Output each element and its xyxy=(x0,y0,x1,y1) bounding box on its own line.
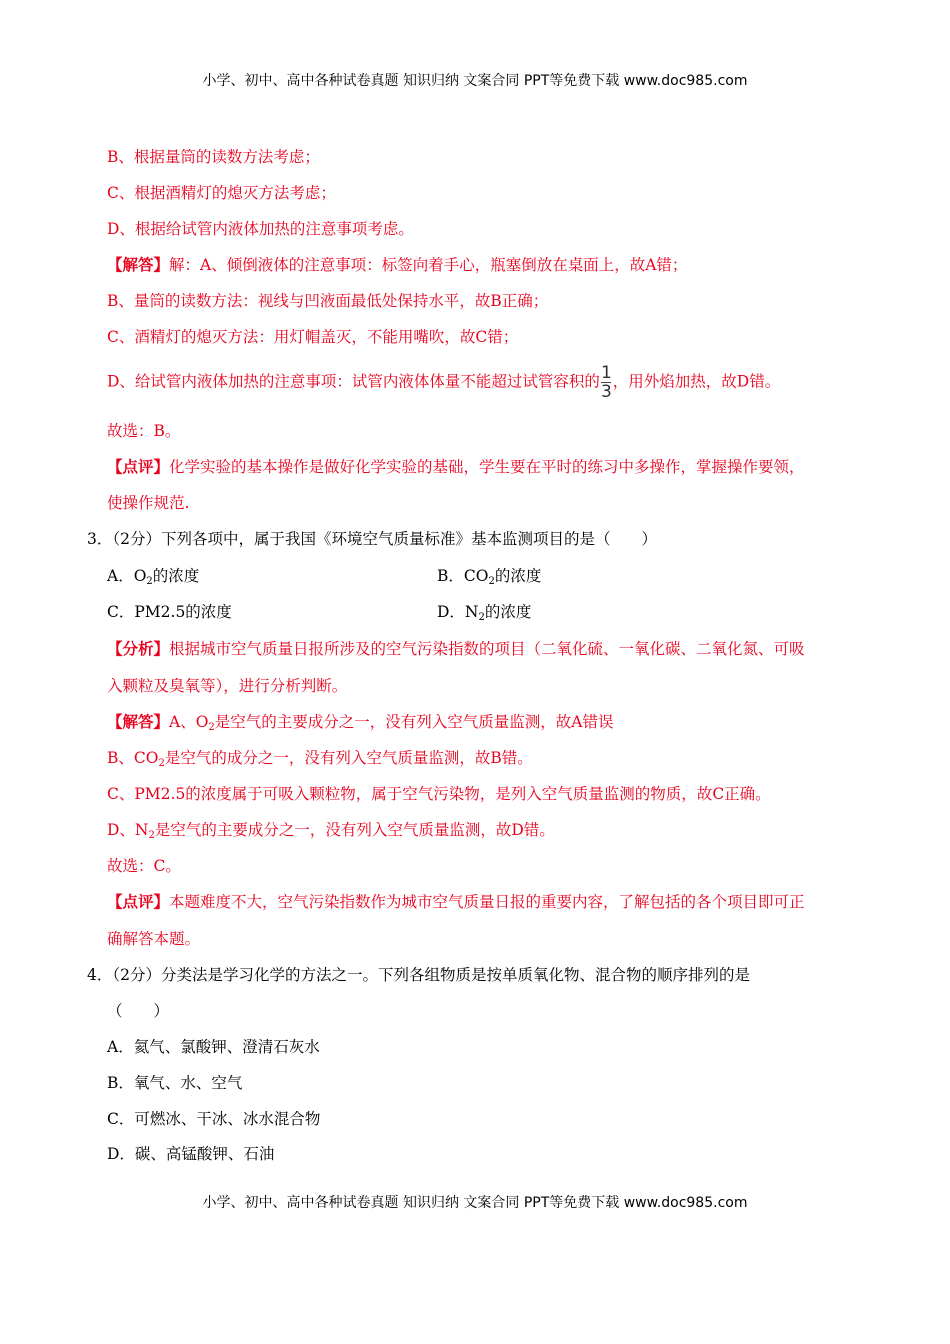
q2-answer-c: C、酒精灯的熄灭方法：用灯帽盖灭，不能用嘴吹，故C错； xyxy=(107,328,519,346)
q2-answer-d-pre: D、给试管内液体加热的注意事项：试管内液体体量不能超过试管容积的 xyxy=(107,372,600,391)
q3-comment-line-1 xyxy=(107,892,805,912)
q3-choice: 故选：C。 xyxy=(107,857,181,875)
q2-answer-line-a xyxy=(107,255,687,275)
q3-comment-2: 确解答本题。 xyxy=(107,930,201,948)
fraction-numerator: 1 xyxy=(600,363,612,383)
q2-analysis-c: C、根据酒精灯的熄灭方法考虑； xyxy=(107,184,336,202)
q2-answer-a: 解：A、倾倒液体的注意事项：标签向着手心，瓶塞倒放在桌面上，故A错； xyxy=(169,256,688,274)
q2-comment-line-1 xyxy=(107,457,805,477)
q4-option-b: B．氧气、水、空气 xyxy=(107,1074,243,1092)
q3-option-d-pre: D．N xyxy=(437,603,479,621)
q3-option-a-sub: 2 xyxy=(146,576,153,587)
q3-analysis-2: 入颗粒及臭氧等），进行分析判断。 xyxy=(107,677,348,695)
q3-answer-d-sub: 2 xyxy=(148,830,155,841)
q3-answer-tag: 【解答】 xyxy=(107,712,170,731)
q2-answer-d-post: ，用外焰加热，故D错。 xyxy=(612,372,781,391)
q3-option-a xyxy=(107,566,199,592)
q2-answer-b: B、量筒的读数方法：视线与凹液面最低处保持水平，故B正确； xyxy=(107,292,549,310)
q3-analysis-line-1 xyxy=(107,639,805,659)
q3-answer-a-pre: A、O xyxy=(169,713,209,731)
q3-answer-b-sub: 2 xyxy=(158,758,165,769)
q3-option-b-sub: 2 xyxy=(488,576,495,587)
q4-stem-bracket: （ ） xyxy=(107,1002,170,1020)
q2-analysis-b: B、根据量筒的读数方法考虑； xyxy=(107,148,320,166)
q3-answer-line-d xyxy=(107,820,555,846)
q3-option-d-post: 的浓度 xyxy=(484,603,532,621)
q4-stem: 4．（2分）分类法是学习化学的方法之一。下列各组物质是按单质氧化物、混合物的顺序排列的是 xyxy=(87,966,750,984)
page-header: 小学、初中、高中各种试卷真题 知识归纳 文案合同 PPT等免费下载 www.doc985.com xyxy=(202,73,748,89)
q3-answer-a-post: 是空气的主要成分之一，没有列入空气质量监测，故A错误 xyxy=(214,713,614,731)
q3-comment-1: 本题难度不大，空气污染指数作为城市空气质量日报的重要内容，了解包括的各个项目即可正 xyxy=(169,893,805,911)
q3-option-d-sub: 2 xyxy=(478,612,485,623)
q3-answer-d-pre: D、N xyxy=(107,821,149,839)
q4-option-a: A．氦气、氯酸钾、澄清石灰水 xyxy=(107,1038,320,1056)
q4-option-d: D．碳、高锰酸钾、石油 xyxy=(107,1145,275,1163)
q3-answer-b-pre: B、CO xyxy=(107,749,159,767)
q2-choice: 故选：B。 xyxy=(107,422,181,440)
q3-comment-tag: 【点评】 xyxy=(107,892,170,911)
q3-analysis-1: 根据城市空气质量日报所涉及的空气污染指数的项目（二氧化硫、一氧化碳、二氧化氮、可吸 xyxy=(169,640,805,658)
q3-option-b-pre: B．CO xyxy=(437,567,489,585)
q3-answer-a-sub: 2 xyxy=(208,722,215,733)
q2-comment-1: 化学实验的基本操作是做好化学实验的基础，学生要在平时的练习中多操作，掌握操作要领， xyxy=(169,458,805,476)
q3-option-b xyxy=(437,566,541,592)
q3-answer-d-post: 是空气的主要成分之一，没有列入空气质量监测，故D错。 xyxy=(154,821,555,839)
fraction-one-third xyxy=(601,364,612,401)
q3-answer-c: C、PM2.5的浓度属于可吸入颗粒物，属于空气污染物，是列入空气质量监测的物质，故C正确。 xyxy=(107,785,771,803)
q4-option-c: C．可燃冰、干冰、冰水混合物 xyxy=(107,1110,321,1128)
q3-option-a-post: 的浓度 xyxy=(152,567,200,585)
q2-comment-2: 使操作规范. xyxy=(107,494,190,512)
q3-option-a-pre: A．O xyxy=(107,567,147,585)
q2-analysis-d: D、根据给试管内液体加热的注意事项考虑。 xyxy=(107,220,414,238)
q3-option-d xyxy=(437,602,531,628)
page-footer: 小学、初中、高中各种试卷真题 知识归纳 文案合同 PPT等免费下载 www.doc985.com xyxy=(202,1195,748,1211)
fraction-denominator: 3 xyxy=(600,382,612,402)
q3-answer-b-post: 是空气的成分之一，没有列入空气质量监测，故B错。 xyxy=(164,749,533,767)
q3-option-b-post: 的浓度 xyxy=(494,567,542,585)
q3-analysis-tag: 【分析】 xyxy=(107,639,170,658)
q2-answer-line-d xyxy=(107,364,780,401)
q3-answer-line-a xyxy=(107,712,614,738)
q3-answer-line-b xyxy=(107,748,533,774)
q2-comment-tag: 【点评】 xyxy=(107,457,170,476)
q3-stem: 3．（2分）下列各项中，属于我国《环境空气质量标准》基本监测项目的是（ ） xyxy=(87,530,657,548)
q3-option-c: C．PM2.5的浓度 xyxy=(107,603,232,621)
q2-answer-tag: 【解答】 xyxy=(107,255,170,274)
